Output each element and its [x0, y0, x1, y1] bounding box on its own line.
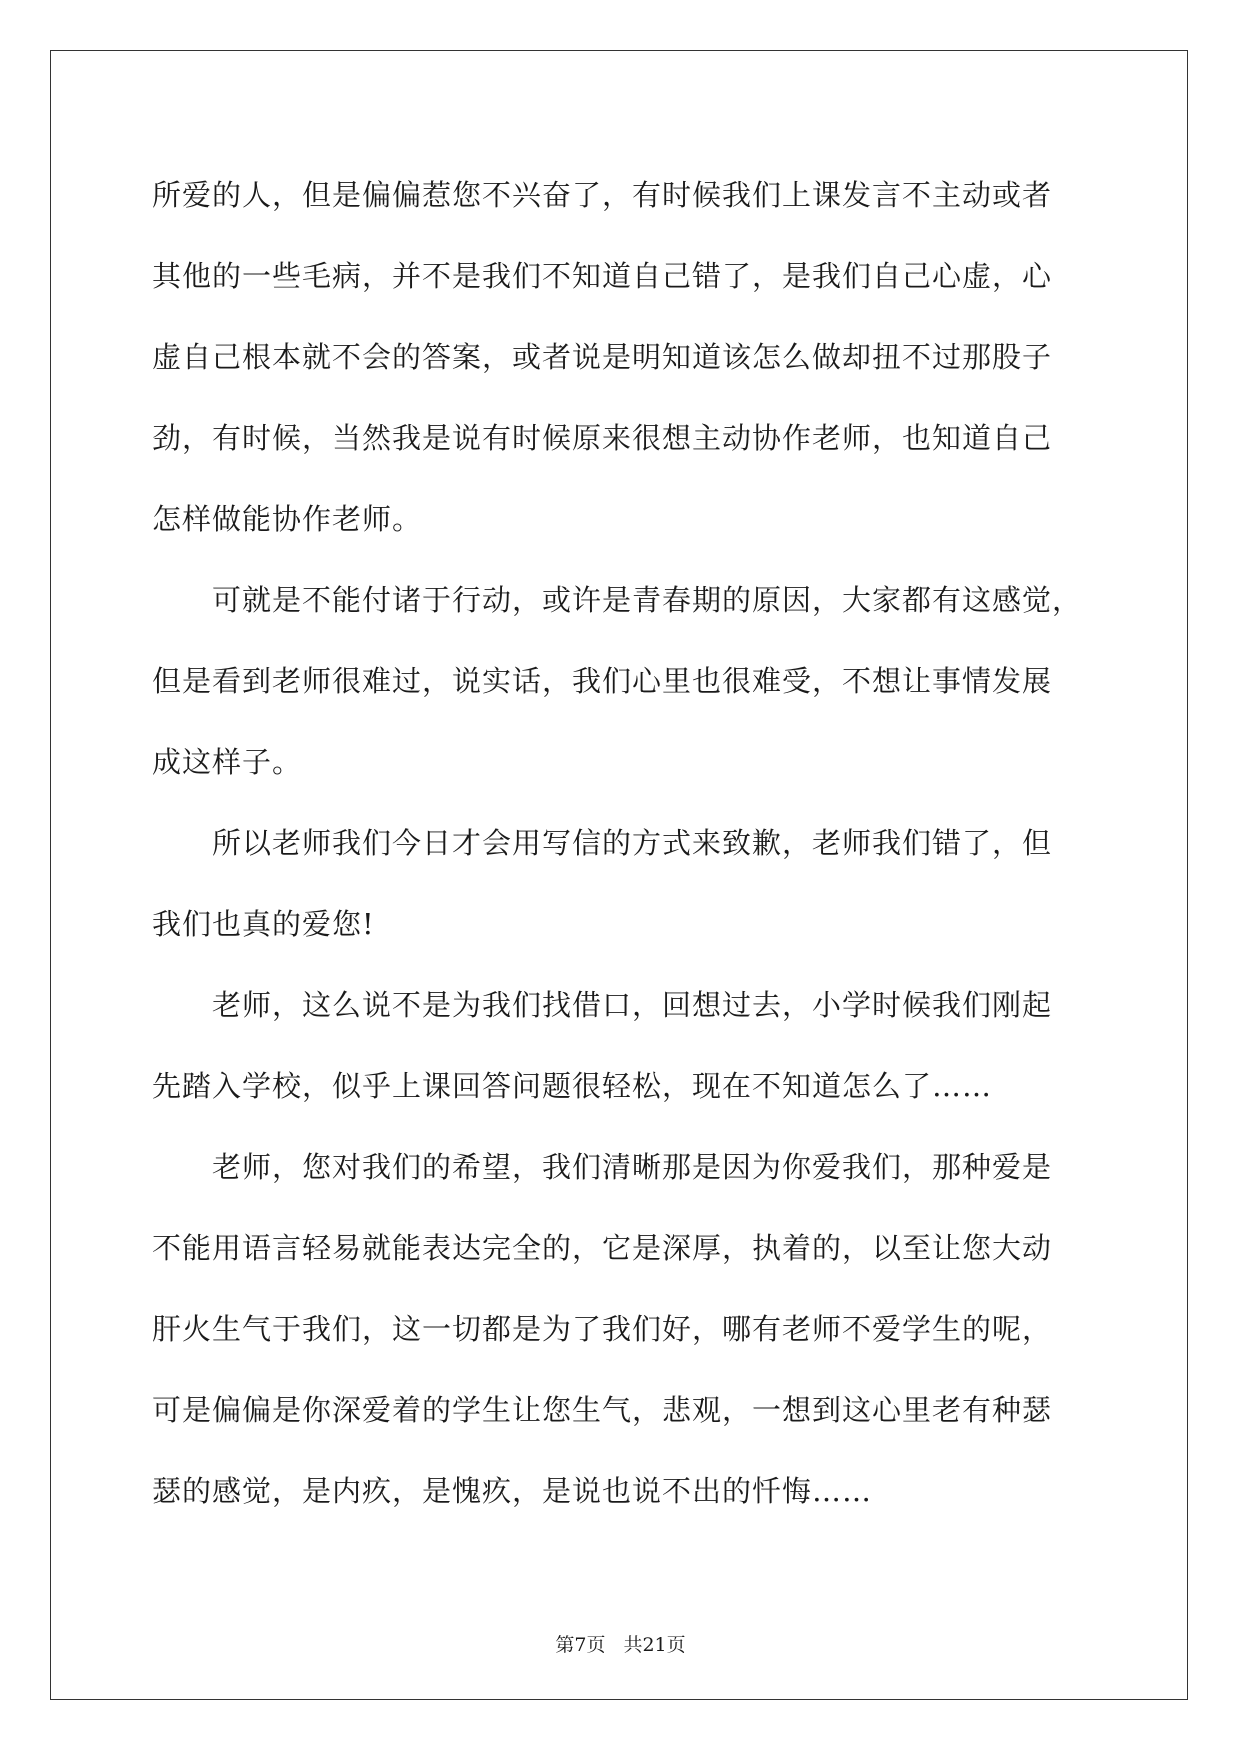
text-line: 肝火生气于我们，这一切都是为了我们好，哪有老师不爱学生的呢， [152, 1312, 1053, 1346]
text-line: 所爱的人，但是偏偏惹您不兴奋了，有时候我们上课发言不主动或者 [152, 178, 1053, 212]
text-line: 老师，这么说不是为我们找借口，回想过去，小学时候我们刚起 [152, 988, 1053, 1022]
document-body [152, 155, 1087, 1532]
text-line: 怎样做能协作老师。 [152, 502, 423, 536]
page-footer [0, 1630, 1241, 1657]
text-line: 虚自己根本就不会的答案，或者说是明知道该怎么做却扭不过那股子 [152, 340, 1053, 374]
page-number: 第7页 [555, 1634, 606, 1656]
text-line: 劲，有时候，当然我是说有时候原来很想主动协作老师，也知道自己 [152, 421, 1053, 455]
text-line: 所以老师我们今日才会用写信的方式来致歉，老师我们错了，但 [152, 826, 1053, 860]
text-line: 可就是不能付诸于行动，或许是青春期的原因，大家都有这感觉， [152, 583, 1083, 617]
text-line: 先踏入学校，似乎上课回答问题很轻松，现在不知道怎么了…… [152, 1069, 993, 1103]
text-line: 可是偏偏是你深爱着的学生让您生气，悲观，一想到这心里老有种瑟 [152, 1393, 1053, 1427]
text-line: 但是看到老师很难过，说实话，我们心里也很难受，不想让事情发展 [152, 664, 1053, 698]
text-line: 不能用语言轻易就能表达完全的，它是深厚，执着的，以至让您大动 [152, 1231, 1053, 1265]
text-line: 我们也真的爱您! [152, 907, 375, 941]
text-line: 成这样子。 [152, 745, 303, 779]
text-line: 老师，您对我们的希望，我们清晰那是因为你爱我们，那种爱是 [152, 1150, 1053, 1184]
text-line: 瑟的感觉，是内疚，是愧疚，是说也说不出的忏悔…… [152, 1474, 873, 1508]
text-line: 其他的一些毛病，并不是我们不知道自己错了，是我们自己心虚，心 [152, 259, 1053, 293]
page-total: 共21页 [623, 1634, 686, 1656]
